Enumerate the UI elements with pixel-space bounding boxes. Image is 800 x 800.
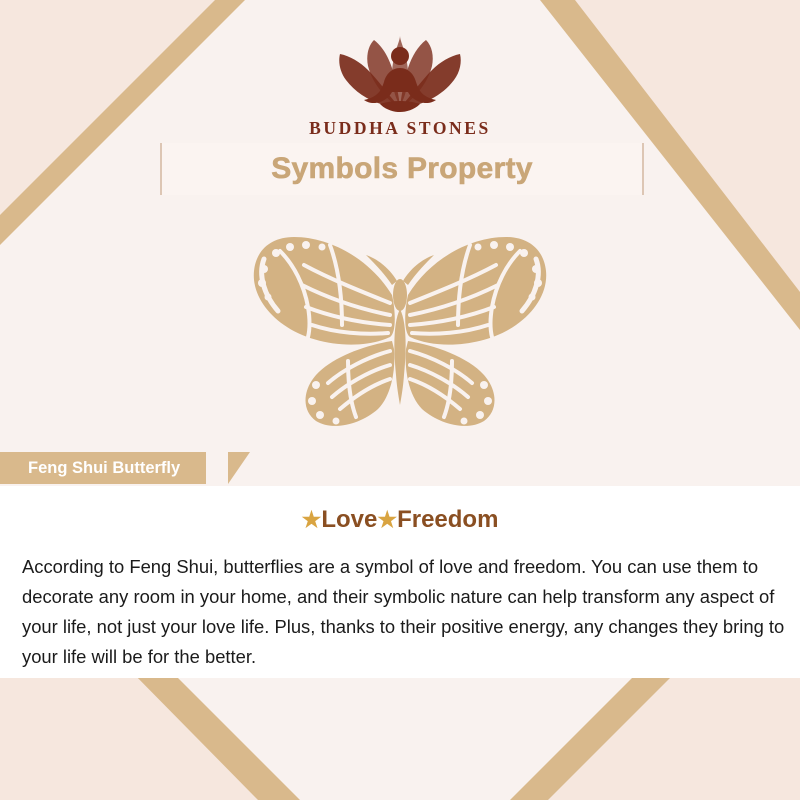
star-icon-middle: ★ [377, 507, 398, 532]
ribbon-label [0, 452, 206, 484]
description-text: According to Feng Shui, butterflies are a symbol of love and freedom. You can use them to decorate any room in your home, and their symbolic nature can help transform any aspect of your life, not just your love life. Plus, thanks to their positive energy, any changes they bring to your life will be for the better. [22, 556, 785, 667]
keyword-freedom: Freedom [397, 506, 499, 533]
brand-name: BUDDHA STONES [309, 118, 491, 138]
butterfly-icon [220, 225, 580, 455]
lotus-meditation-icon [300, 16, 500, 116]
keywords-line [0, 506, 800, 534]
keyword-love: Love [321, 506, 378, 533]
ribbon-label-text: Feng Shui Butterfly [28, 458, 181, 477]
page-title: Symbols Property [271, 152, 533, 185]
illustration-container [0, 225, 800, 460]
ribbon-tail [228, 452, 250, 484]
title-band [160, 143, 644, 195]
brand-logo [0, 16, 800, 139]
star-icon-left: ★ [301, 507, 322, 532]
